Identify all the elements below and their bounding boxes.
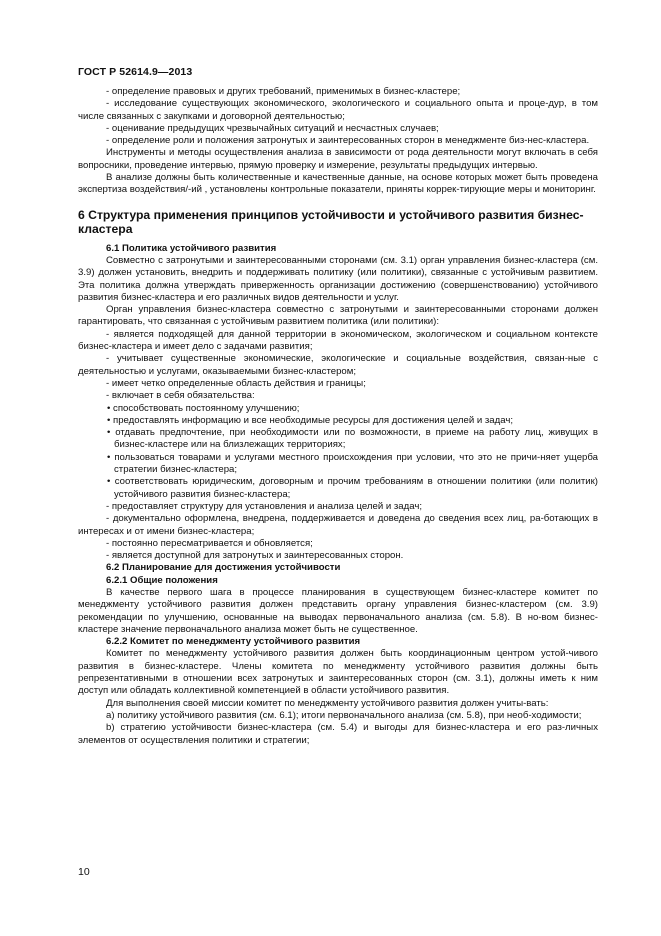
paragraph: Комитет по менеджменту устойчивого развития должен быть координационным центром устой-чивого развития в бизнес-кластере. Члены комитета по менеджменту устойчивого развития должны быть репрезентативными в отношении всех затронутых и заинтересованных сторон (см. 3.1), должны иметь к ним доступ или обладать коллективной компетенцией в области устойчивого развития.: [78, 648, 598, 697]
list-item: - оценивание предыдущих чрезвычайных ситуаций и несчастных случаев;: [106, 122, 439, 134]
commitment-item: • пользоваться товарами и услугами местного происхождения при условии, что это не причи-няет ущерба стратегии бизнес-кластера;: [107, 451, 598, 476]
section-6-2-2-title: 6.2.2 Комитет по менеджменту устойчивого развития: [106, 636, 361, 648]
list-item: b) стратегию устойчивости бизнес-кластера (см. 5.4) и выгоды для бизнес-кластера и его раз-личных элементов от осуществления политики и стратегии;: [78, 722, 598, 746]
page-number: 10: [78, 866, 90, 878]
list-item: - включает в себя обязательства:: [106, 390, 255, 402]
paragraph: В анализе должны быть количественные и качественные данные, на основе которых может быть проведена экспертиза воздействия/-ий , установлены контрольные показатели, приняты коррек-тирующие меры и мониторинг.: [78, 172, 598, 196]
section-6-2-title: 6.2 Планирование для достижения устойчивости: [106, 562, 341, 574]
list-item: - предоставляет структуру для установления и анализа целей и задач;: [106, 500, 422, 512]
list-item: a) политику устойчивого развития (см. 6.1); итоги первоначального анализа (см. 5.8), при необ-ходимости;: [106, 709, 582, 721]
section-6-1-title: 6.1 Политика устойчивого развития: [106, 242, 277, 254]
list-item: - исследование существующих экономического, экологического и социального опыта и проце-дур, в том числе связанных с закупками и договорной деятельностью;: [78, 98, 598, 122]
page-body: [78, 86, 598, 747]
commitment-item: • способствовать постоянному улучшению;: [107, 402, 300, 414]
list-item: - постоянно пересматривается и обновляется;: [106, 537, 313, 549]
paragraph: Совместно с затронутыми и заинтересованными сторонами (см. 3.1) орган управления бизнес-кластера (см. 3.9) должен установить, внедрить и поддерживать политику (или политики), связанные с устойчивым развитием. Эта политика должна утверждать приверженность организации достижению (совершенствованию) устойчивого развития бизнес-кластера и его различных видов деятельности и услуг.: [78, 254, 598, 303]
list-item: - документально оформлена, внедрена, поддерживается и доведена до сведения всех лиц, ра-ботающих в интересах и от имени бизнес-кластера;: [78, 513, 598, 537]
list-item: - определение правовых и других требований, применимых в бизнес-кластере;: [106, 86, 461, 97]
paragraph: Орган управления бизнес-кластера совместно с затронутыми и заинтересованными сторонами должен гарантировать, что связанная с устойчивым развитием политика (или политики):: [78, 304, 598, 328]
paragraph: В качестве первого шага в процессе планирования в существующем бизнес-кластере комитет по менеджменту устойчивого развития должен представить органу управления бизнес-кластером (см. 3.9) рекомендации по улучшению, основанные на выводах первоначального анализа (см. 5.8). В но-вом бизнес-кластере значение первоначального анализа может быть не существенное.: [78, 586, 598, 635]
paragraph: Инструменты и методы осуществления анализа в зависимости от рода деятельности могут включать в себя вопросники, проведение интервью, прямую проверку и измерение, результаты предыдущих интервью.: [78, 147, 598, 171]
document-header: ГОСТ Р 52614.9—2013: [78, 66, 193, 78]
section-6-2-1-title: 6.2.1 Общие положения: [106, 574, 218, 586]
list-item: - имеет четко определенные область действия и границы;: [106, 377, 366, 389]
commitment-item: • отдавать предпочтение, при необходимости или по возможности, в приеме на работу лиц, живущих в бизнес-кластере или на близлежащих территориях;: [107, 427, 598, 451]
commitment-item: • предоставлять информацию и все необходимые ресурсы для достижения целей и задач;: [107, 414, 514, 426]
list-item: - определение роли и положения затронутых и заинтересованных сторон в менеджменте биз-нес-кластера.: [106, 135, 590, 147]
list-item: - учитывает существенные экономические, экологические и социальные воздействия, связан-ные с деятельностью и услугами, оказываемыми бизнес-кластером;: [78, 353, 598, 377]
list-item: - является подходящей для данной территории в экономическом, экологическом и социальном контексте бизнес-кластера и имеет дело с задачами развития;: [78, 328, 598, 353]
commitment-item: • соответствовать юридическим, договорным и прочим требованиям в отношении политики (или политик) устойчивого развития бизнес-кластера;: [107, 476, 598, 500]
paragraph: Для выполнения своей миссии комитет по менеджменту устойчивого развития должен учиты-вать:: [106, 697, 549, 709]
list-item: - является доступной для затронутых и заинтересованных сторон.: [106, 550, 404, 562]
section-6-title: 6 Структура применения принципов устойчивости и устойчивого развития бизнес-кластера: [78, 207, 584, 236]
